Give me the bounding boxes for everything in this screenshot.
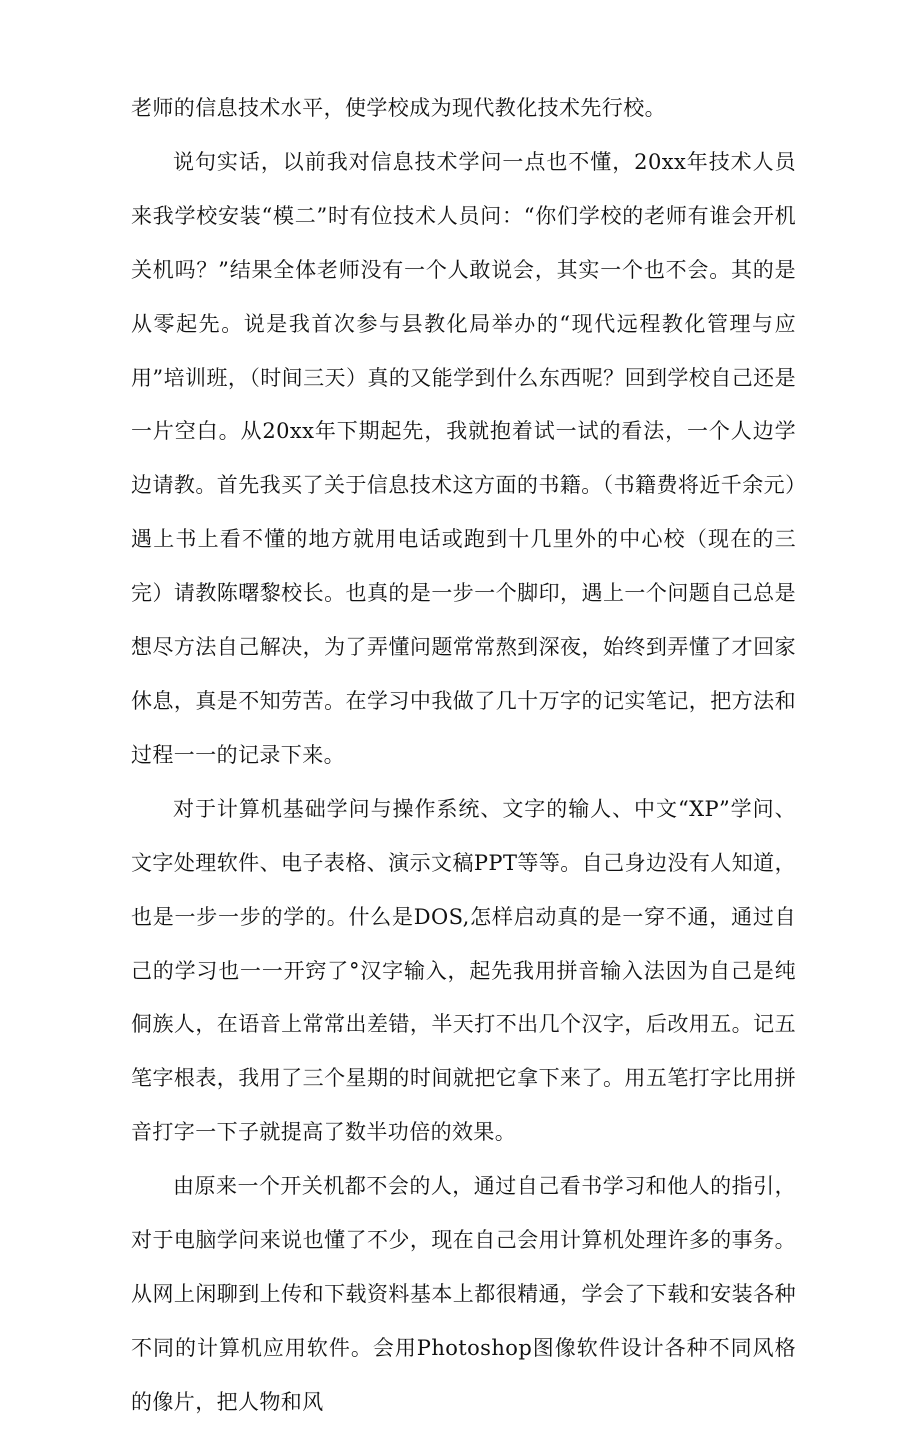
paragraph-continuation: 老师的信息技术水平，使学校成为现代教化技术先行校。 — [131, 96, 666, 120]
paragraph-experience: 说句实话，以前我对信息技术学问一点也不懂，20xx年技术人员来我学校安装“模二”时有位技术人员问：“你们学校的老师有谁会开机关机吗？”结果全体老师没有一个人敢说会，其实一个也不会。其的是从零起先。说是我首次参与县教化局举办的“现代远程教化管理与应用”培训班，（时间三天）真的又能学到什么东西呢？回到学校自己还是一片空白。从20xx年下期起先，我就抱着试一试的看法，一个人边学边请教。首先我买了关于信息技术这方面的书籍。（书籍费将近千余元）遇上书上看不懂的地方就用电话或跑到十几里外的中心校（现在的三完）请教陈曙黎校长。也真的是一步一个脚印，遇上一个问题自己总是想尽方法自己解决，为了弄懂问题常常熬到深夜，始终到弄懂了才回家休息，真是不知劳苦。在学习中我做了几十万字的记实笔记，把方法和过程一一的记录下来。 — [131, 149, 796, 767]
paragraph-computer-basics: 对于计算机基础学问与操作系统、文字的输人、中文“XP”学问、文字处理软件、电子表格、演示文稿PPT等等。自己身边没有人知道，也是一步一步的学的。什么是DOS,怎样启动真的是一穿不通，通过自己的学习也一一开窍了°汉字输入，起先我用拼音输入法因为自己是纯侗族人，在语音上常常出差错，半天打不出几个汉字，后改用五。记五笔字根表，我用了三个星期的时间就把它拿下来了。用五笔打字比用拼音打字一下子就提高了数半功倍的效果。 — [131, 796, 796, 1145]
body-text — [131, 82, 796, 1430]
paragraph-progress: 由原来一个开关机都不会的人，通过自己看书学习和他人的指引，对于电脑学问来说也懂了不少，现在自己会用计算机处理许多的事务。从网上闲聊到上传和下载资料基本上都很精通，学会了下载和安装各种不同的计算机应用软件。会用Photoshop图像软件设计各种不同风格的像片，把人物和风 — [131, 1174, 796, 1414]
